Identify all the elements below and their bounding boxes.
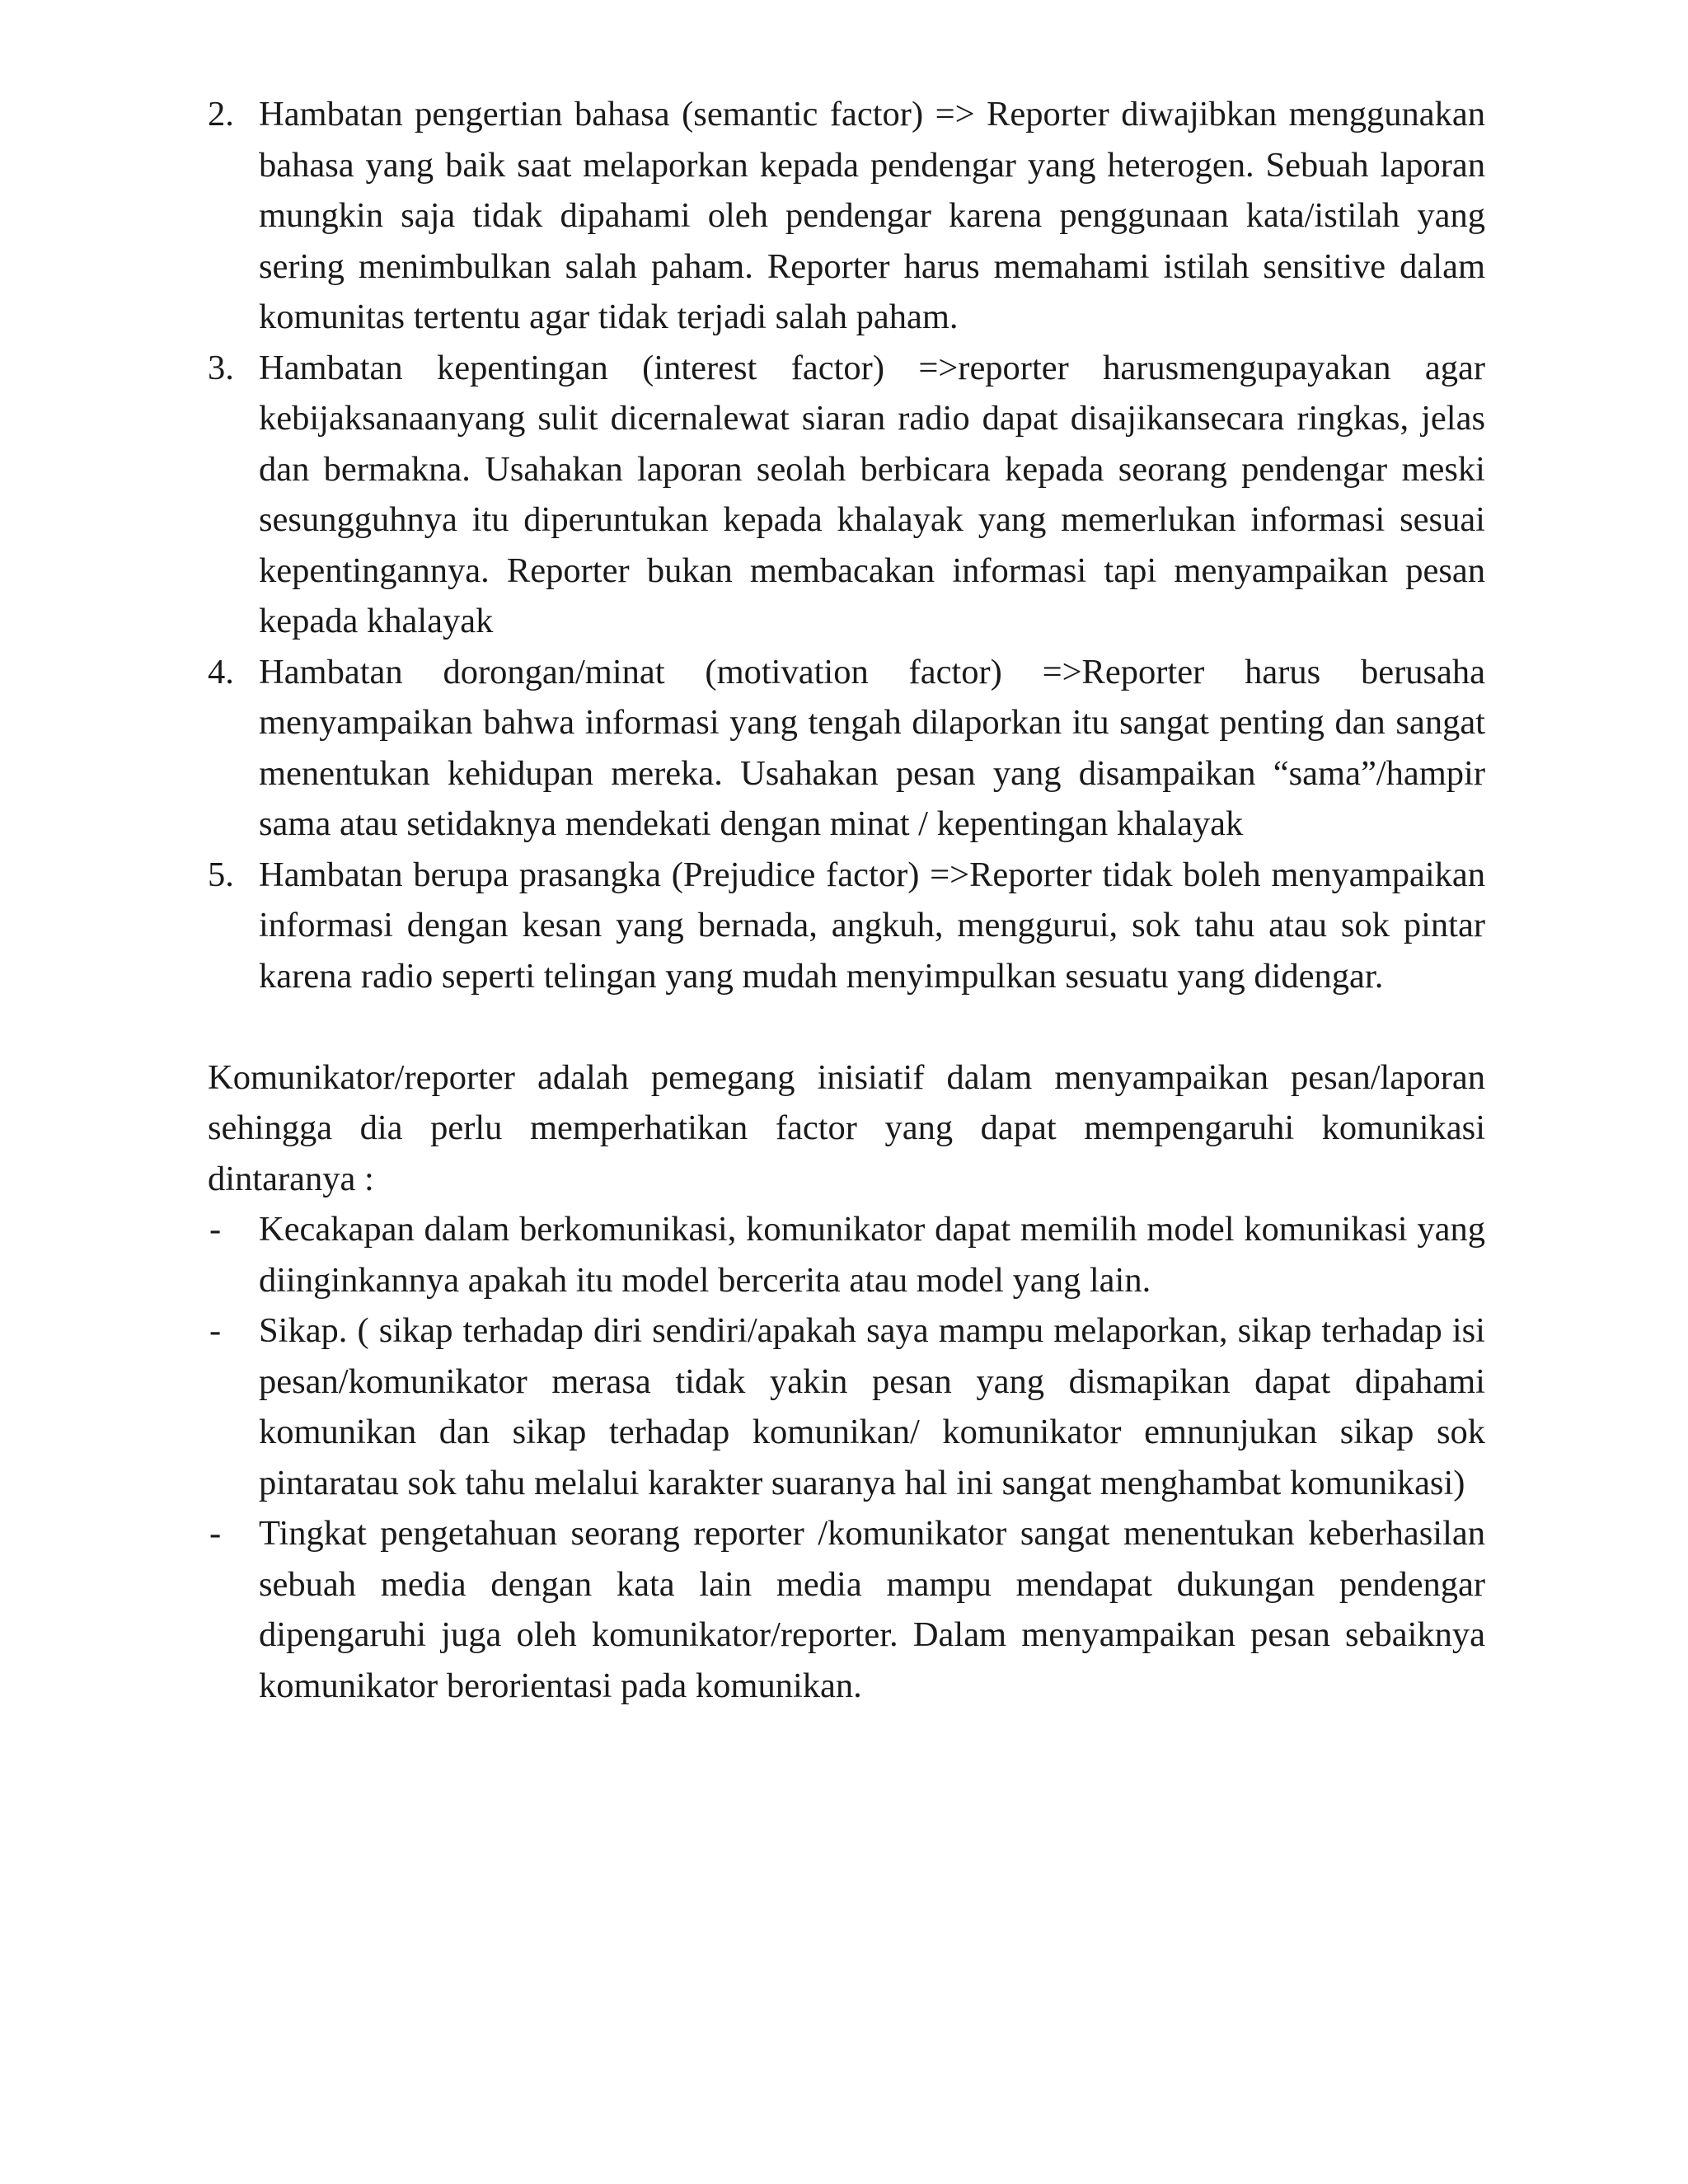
list-number: 4. <box>208 652 234 691</box>
list-item-text: Hambatan kepentingan (interest factor) =>reporter harusmengupayakan agar kebijaksanaanyang sulit dicernalewat siaran radio dapat disajikansecara ringkas, jelas dan bermakna. Usahakan laporan seolah berbicara kepada seorang pendengar meski sesungguhnya itu diperuntukan kepada khalayak yang memerlukan informasi sesuai kepentingannya. Reporter bukan membacakan informasi tapi menyampaikan pesan kepada khalayak <box>259 348 1485 640</box>
list-item-text: Hambatan berupa prasangka (Prejudice factor) =>Reporter tidak boleh menyampaikan informasi dengan kesan yang bernada, angkuh, menggurui, sok tahu atau sok pintar karena radio seperti telingan yang mudah menyimpulkan sesuatu yang didengar. <box>259 855 1485 996</box>
dash-item-text: Tingkat pengetahuan seorang reporter /komunikator sangat menentukan keberhasilan sebuah media dengan kata lain media mampu mendapat dukungan pendengar dipengaruhi juga oleh komunikator/reporter. Dalam menyampaikan pesan sebaiknya komunikator berorientasi pada komunikan. <box>259 1514 1485 1705</box>
list-item-5 <box>208 850 1485 1002</box>
dash-item-text: Sikap. ( sikap terhadap diri sendiri/apakah saya mampu melaporkan, sikap terhadap isi pesan/komunikator merasa tidak yakin pesan yang dismapikan dapat dipahami komunikan dan sikap terhadap komunikan/ komunikator emnunjukan sikap sok pintaratau sok tahu melalui karakter suaranya hal ini sangat menghambat komunikasi) <box>259 1311 1485 1502</box>
dash-marker: - <box>209 1514 222 1553</box>
list-item-text: Hambatan pengertian bahasa (semantic factor) => Reporter diwajibkan menggunakan bahasa yang baik saat melaporkan kepada pendengar yang heterogen. Sebuah laporan mungkin saja tidak dipahami oleh pendengar karena penggunaan kata/istilah yang sering menimbulkan salah paham. Reporter harus memahami istilah sensitive dalam komunitas tertentu agar tidak terjadi salah paham. <box>259 95 1485 336</box>
list-item-4 <box>208 647 1485 850</box>
list-item-3 <box>208 343 1485 647</box>
list-item-text: Hambatan dorongan/minat (motivation factor) =>Reporter harus berusaha menyampaikan bahwa informasi yang tengah dilaporkan itu sangat penting dan sangat menentukan kehidupan mereka. Usahakan pesan yang disampaikan “sama”/hampir sama atau setidaknya mendekati dengan minat / kepentingan khalayak <box>259 652 1485 843</box>
dash-item-kecakapan <box>208 1204 1485 1305</box>
list-number: 2. <box>208 95 234 134</box>
dash-marker: - <box>209 1210 222 1249</box>
dash-item-sikap <box>208 1305 1485 1508</box>
dash-list <box>208 1204 1485 1711</box>
list-number: 3. <box>208 348 234 387</box>
document-page <box>208 89 1485 1711</box>
numbered-list <box>208 89 1485 1001</box>
dash-marker: - <box>209 1311 222 1350</box>
list-number: 5. <box>208 855 234 894</box>
dash-item-pengetahuan <box>208 1508 1485 1711</box>
body-paragraph: Komunikator/reporter adalah pemegang inisiatif dalam menyampaikan pesan/laporan sehingga dia perlu memperhatikan factor yang dapat mempengaruhi komunikasi dintaranya : <box>208 1057 1485 1198</box>
list-item-2 <box>208 89 1485 343</box>
dash-item-text: Kecakapan dalam berkomunikasi, komunikator dapat memilih model komunikasi yang diinginkannya apakah itu model bercerita atau model yang lain. <box>259 1210 1485 1300</box>
